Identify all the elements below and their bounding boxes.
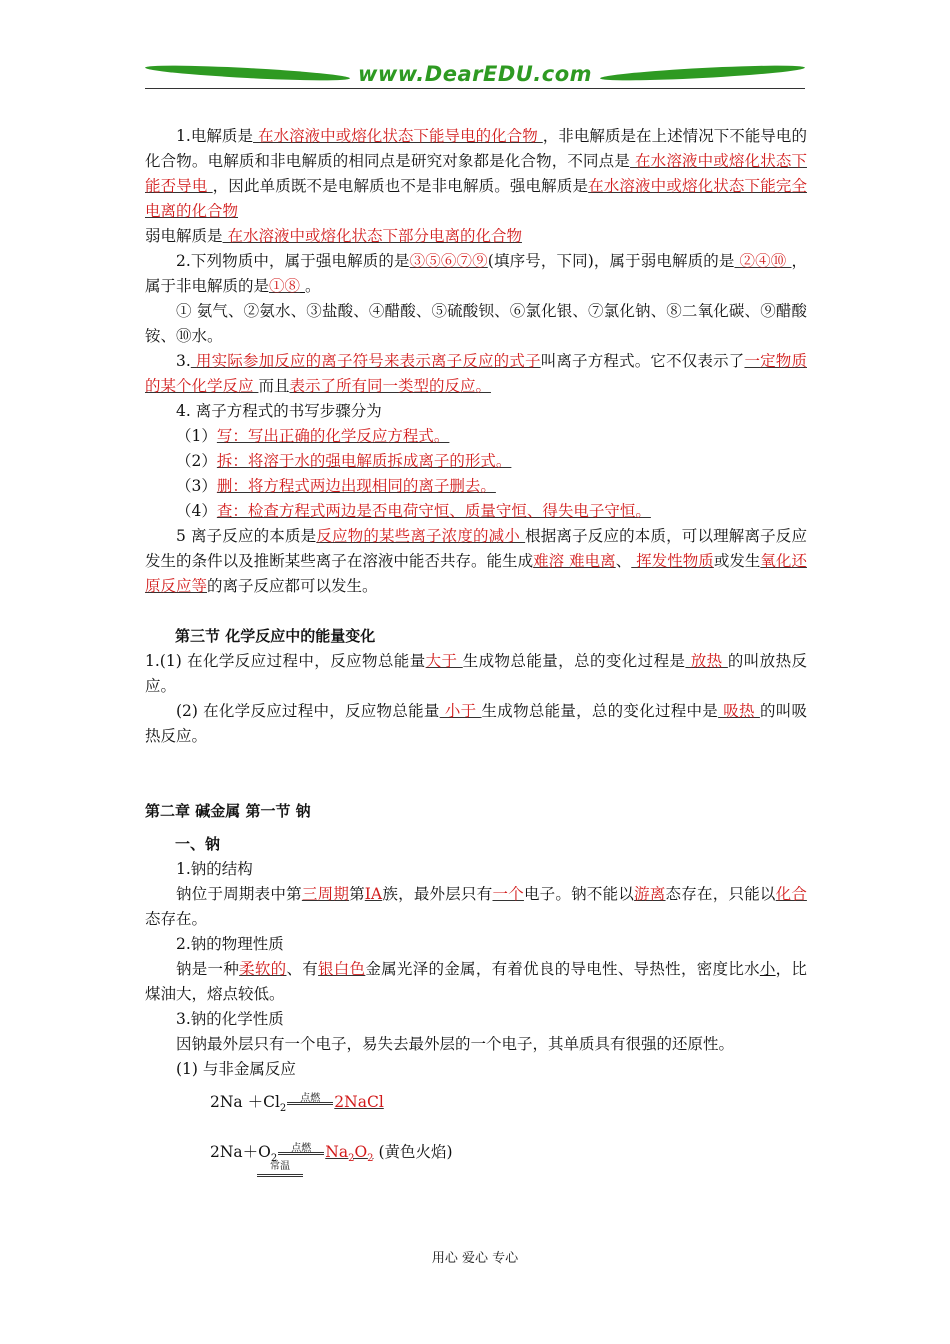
answer: 放热 [685,652,728,670]
text: 态存在，只能以 [665,885,776,903]
page-footer: 用心 爱心 专心 [431,1251,519,1266]
chapter-title: 第二章 碱金属 第一节 钠 [145,802,311,820]
answer: 用实际参加反应的离子符号来表示离子反应的式子 [190,352,541,370]
answer: ③⑤⑥⑦⑨ [409,252,488,270]
step-4 [145,499,807,524]
step-2 [145,449,807,474]
equation-oxygen [145,1140,807,1190]
text: 电子。钠不能以 [523,885,635,903]
text: 钠是一种 [176,960,240,978]
answer: 银白色 [318,960,366,978]
text: ，比煤油大，熔点较低。 [145,960,807,1003]
steps-title: 4. 离子方程式的书写步骤分为 [176,402,382,420]
answer: 大于 [425,652,463,670]
text: 1.电解质是 [176,127,254,145]
answer: 在水溶液中或熔化状态下能完全电离的化合物 [145,177,807,220]
answer: 挥发性物质 [631,552,714,570]
paragraph-physical [145,957,807,1007]
text: 或发生 [713,552,761,570]
subscript: 2 [270,1153,278,1165]
answer: 在水溶液中或熔化状态下部分电离的化合物 [222,227,522,245]
equals-sign-2 [257,1174,303,1177]
answer: ②④⑩ [734,252,792,270]
answer: 删：将方程式两边出现相同的离子删去。 [216,477,496,495]
answer: ①⑧ [269,277,301,295]
text: 1.(1) 在化学反应过程中，反应物总能量 [145,652,426,670]
document-body [145,124,807,1190]
text: ，属于非电解质的是 [145,252,807,295]
text: 生成物总能量，总的变化过程是 [462,652,686,670]
text: 叫离子方程式。它不仅表示了 [540,352,745,370]
text: 5 离子反应的本质是 [176,527,317,545]
text: 金属光泽的金属，有着优良的导电性、导热性，密度比水 [365,960,760,978]
step-number: （1） [176,427,217,445]
text: 钠位于周期表中第 [176,885,302,903]
answer: 查：检查方程式两边是否电荷守恒、质量守恒、得失电子守恒。 [216,502,651,520]
substance-list: ① 氨气、②氨水、③盐酸、④醋酸、⑤硫酸钡、⑥氯化银、⑦氯化钠、⑧二氧化碳、⑨醋酸铵、⑩水。 [145,302,807,345]
text: (2) 在化学反应过程中，反应物总能量 [176,702,440,720]
text: 的叫放热反应。 [145,652,807,695]
reactants: 2Na ＋Cl [210,1093,280,1111]
answer: 柔软的 [239,960,287,978]
text: 。 [304,277,321,295]
text: 的离子反应都可以发生。 [207,577,378,595]
answer: 拆：将溶于水的强电解质拆成离子的形式。 [216,452,512,470]
condition-label: 点燃 [291,1143,312,1154]
text: ，非电解质是在上述情况下不能导电的化合物。电解质和非电解质的相同点是研究对象都是化合物，不同点是 [145,127,807,170]
condition-label: 点燃 [300,1093,321,1104]
subheading-physical: 2.钠的物理性质 [176,935,284,953]
reactants: 2Na＋O [210,1143,271,1161]
text: 3. [176,352,191,370]
text: 态存在。 [145,910,208,928]
text: 生成物总能量，总的变化过程中是 [481,702,719,720]
text: 弱电解质是 [145,227,223,245]
step-number: （2） [176,452,217,470]
text: 、 [615,552,632,570]
paragraph-electrolyte [145,124,807,249]
condition-label-2: 常温 [270,1161,290,1172]
subheading-structure: 1.钠的结构 [176,860,253,878]
alt-condition [257,1162,303,1177]
paragraph-ionic-nature [145,524,807,599]
answer: 表示了所有同一类型的反应。 [289,377,491,395]
paragraph-structure [145,882,807,932]
text: 、有 [286,960,319,978]
text: 而且 [258,377,290,395]
step-1 [145,424,807,449]
answer: 难溶 难电离 [533,552,616,570]
paragraph-ionic-equation [145,349,807,399]
answer: 氧化还原反应等 [145,552,807,595]
product: 2NaCl [334,1093,384,1111]
text: ，因此单质既不是电解质也不是非电解质。强电解质是 [212,177,589,195]
equation-chlorine [145,1090,807,1140]
answer: 一个 [492,885,524,903]
paragraph-chemical: 因钠最外层只有一个电子，易失去最外层的一个电子，其单质具有很强的还原性。 [176,1035,735,1053]
answer: 吸热 [718,702,760,720]
answer: 写：写出正确的化学反应方程式。 [216,427,450,445]
text: (填序号，下同)，属于弱电解质的是 [487,252,735,270]
heading-sodium: 一、钠 [175,835,221,853]
text: 第 [349,885,365,903]
paragraph-exothermic [145,649,807,699]
answer: 小于 [439,702,482,720]
step-number: （4） [176,502,217,520]
text: 的叫吸热反应。 [145,702,807,745]
brand-logo: www.DearEDU.com [357,62,593,86]
subheading-nonmetal: (1) 与非金属反应 [176,1060,296,1078]
step-number: （3） [176,477,217,495]
answer: 反应物的某些离子浓度的减小 [316,527,526,545]
paragraph-endothermic [145,699,807,749]
section-title: 第三节 化学反应中的能量变化 [175,627,376,645]
subheading-chemical: 3.钠的化学性质 [176,1010,284,1028]
answer: 三周期 [301,885,350,903]
answer: 小 [759,960,776,978]
answer: 游离 [634,885,666,903]
answer: 在水溶液中或熔化状态下能导电的化合物 [253,127,543,145]
page-header [145,62,805,92]
text: 根据离子反应的本质，可以理解离子反应发生的条件以及推断某些离子在溶液中能否共存。能生成 [145,527,807,570]
product: $Na_2O_2$ [325,1143,374,1165]
note: (黄色火焰) [378,1143,453,1161]
text: 族，最外层只有 [382,885,493,903]
header-rule [145,88,805,89]
answer: 在水溶液中或熔化状态下能否导电 [145,152,807,195]
text: 2.下列物质中，属于强电解质的是 [176,252,410,270]
answer: IA [364,885,383,903]
answer: 一定物质的某个化学反应 [145,352,807,395]
paragraph-strong-weak [145,249,807,299]
subscript: 2 [279,1103,287,1115]
step-3 [145,474,807,499]
answer: 化合 [775,885,807,903]
